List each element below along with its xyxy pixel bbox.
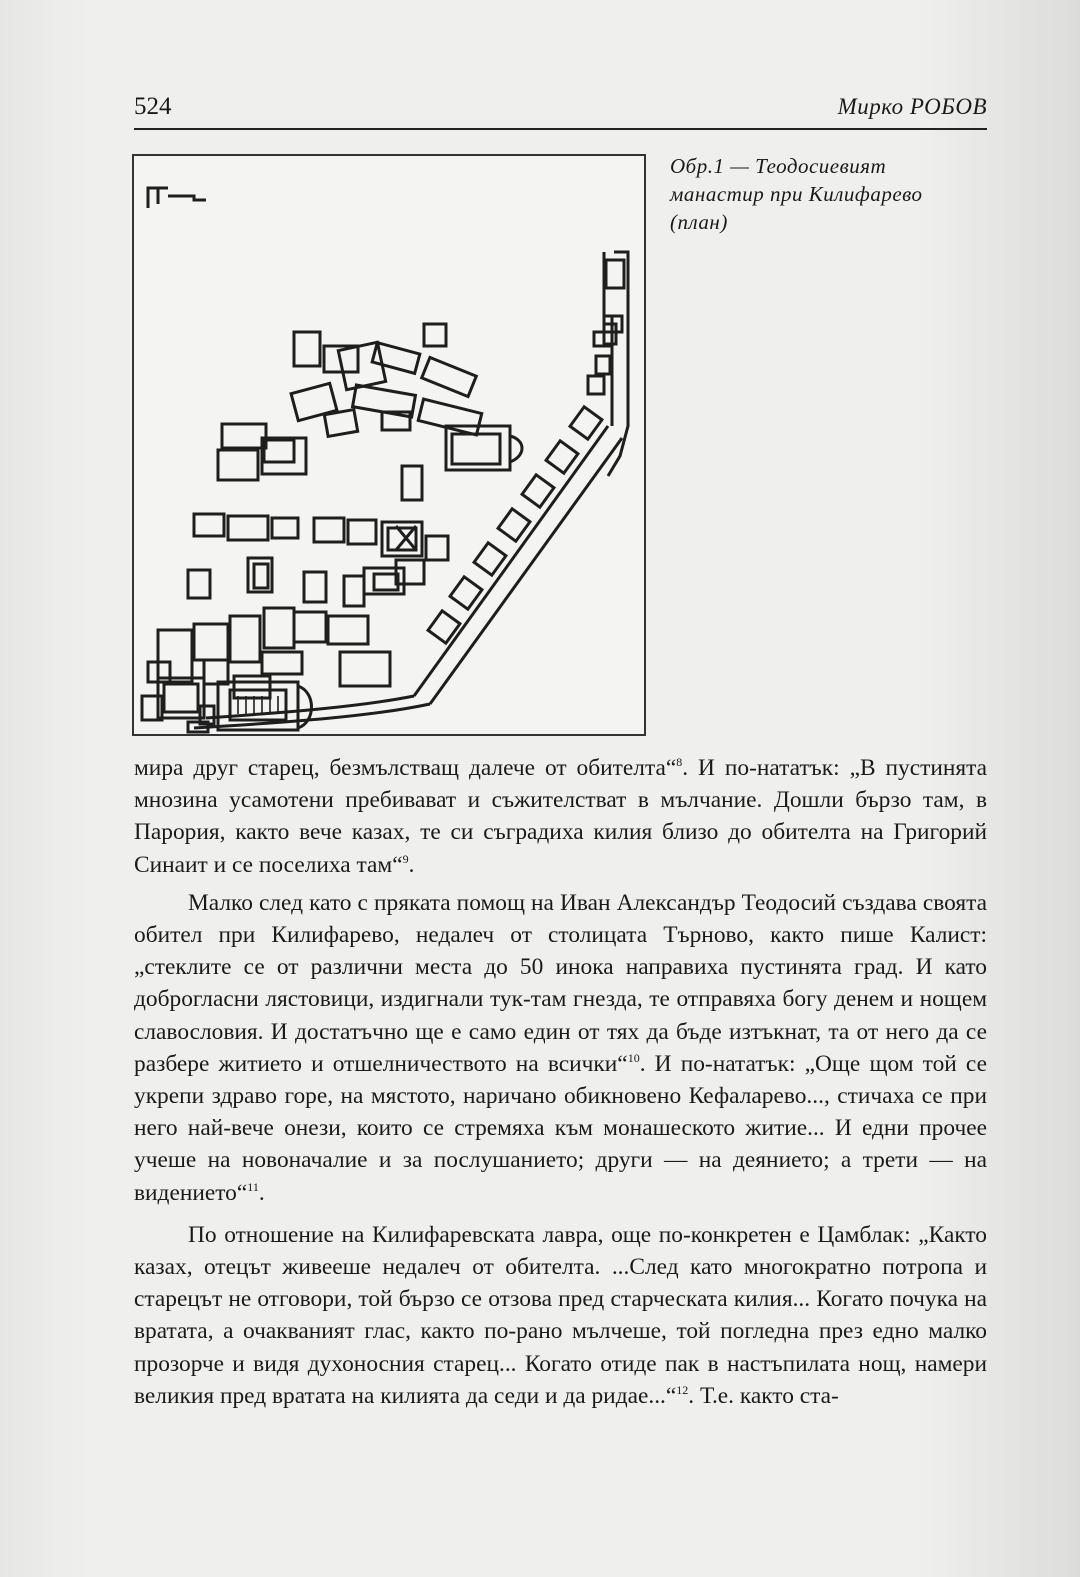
footnote-ref-11[interactable]: 11 bbox=[247, 1179, 259, 1194]
page-header bbox=[134, 92, 987, 130]
footnote-ref-12[interactable]: 12 bbox=[676, 1382, 689, 1397]
footnote-ref-8[interactable]: 8 bbox=[676, 755, 683, 769]
footnote-ref-9[interactable]: 9 bbox=[402, 851, 409, 866]
paragraph-2-part-2: . И по-нататък: „Още щом той се укрепи здраво горе, на мястото, наричано обикновено Кефаларево..., стичаха се при него най-вече онези, които се стремяха към монашеското житие... И едни прочее учеше на новоначалие и за послушанието; други — на деянието; а трети — на видението“ bbox=[134, 1050, 987, 1206]
caption-line-3: (план) bbox=[670, 210, 728, 234]
paragraph-2-part-1: Малко след като с пряката помощ на Иван Александър Теодосий създава своята обител при Килифарево, недалеч от столицата Търново, както пише Калист: „стеклите се от различни места до 50 инока направиха пустинята град. И като доброгласни лястовици, издигнали тук-там гнезда, те отправяха богу денем и нощем славословия. И достатъчно ще е само един от тях да бъде изтъкнат, та от него да се разбере житието и отшелничеството на всички“ bbox=[134, 889, 987, 1077]
monastery-plan-figure bbox=[132, 154, 646, 736]
paragraph-1-part-1: мира друг старец, безмълстващ далече от обителта“ bbox=[134, 755, 677, 781]
body-text bbox=[134, 752, 987, 1412]
figure-caption bbox=[670, 152, 980, 236]
paragraph-2 bbox=[134, 887, 987, 1209]
monastery-plan-drawing bbox=[134, 156, 644, 734]
paragraph-3-part-2: . Т.е. както ста- bbox=[688, 1382, 839, 1409]
caption-line-1: Обр.1 — Теодосиевият bbox=[670, 154, 887, 178]
paragraph-2-part-3: . bbox=[258, 1179, 265, 1206]
page-number: 524 bbox=[134, 93, 172, 120]
running-head: Мирко РОБОВ bbox=[837, 94, 987, 119]
paragraph-1-part-2: . И по-нататък: „В пустинята мнозина усамотени пребивават и съжителстват в мълчание. Дошли бързо там, в Парория, както вече казах, те си съградиха килия близо до обителта на Григорий Синаит и се поселиха там“ bbox=[134, 755, 988, 878]
paragraph-1-part-3: . bbox=[408, 851, 415, 878]
paragraph-3 bbox=[134, 1219, 987, 1412]
paragraph-1 bbox=[134, 752, 987, 881]
caption-line-2: манастир при Килифарево bbox=[670, 182, 923, 206]
footnote-ref-10[interactable]: 10 bbox=[627, 1050, 640, 1065]
paragraph-3-part-1: По отношение на Килифаревската лавра, още по-конкретен е Цамблак: „Както казах, отецът живееше недалеч от обителта. ...След като многократно потропа и старецът не отговори, той бързо се отзова пред старческата килия... Когато почука на вратата, а очакваният глас, както по-рано мълчеше, той погледна през едно малко прозорче и видя духоносния старец... Когато отиде пак в настъпилата нощ, намери великия пред вратата на килията да седи и да ридае...“ bbox=[134, 1221, 987, 1409]
